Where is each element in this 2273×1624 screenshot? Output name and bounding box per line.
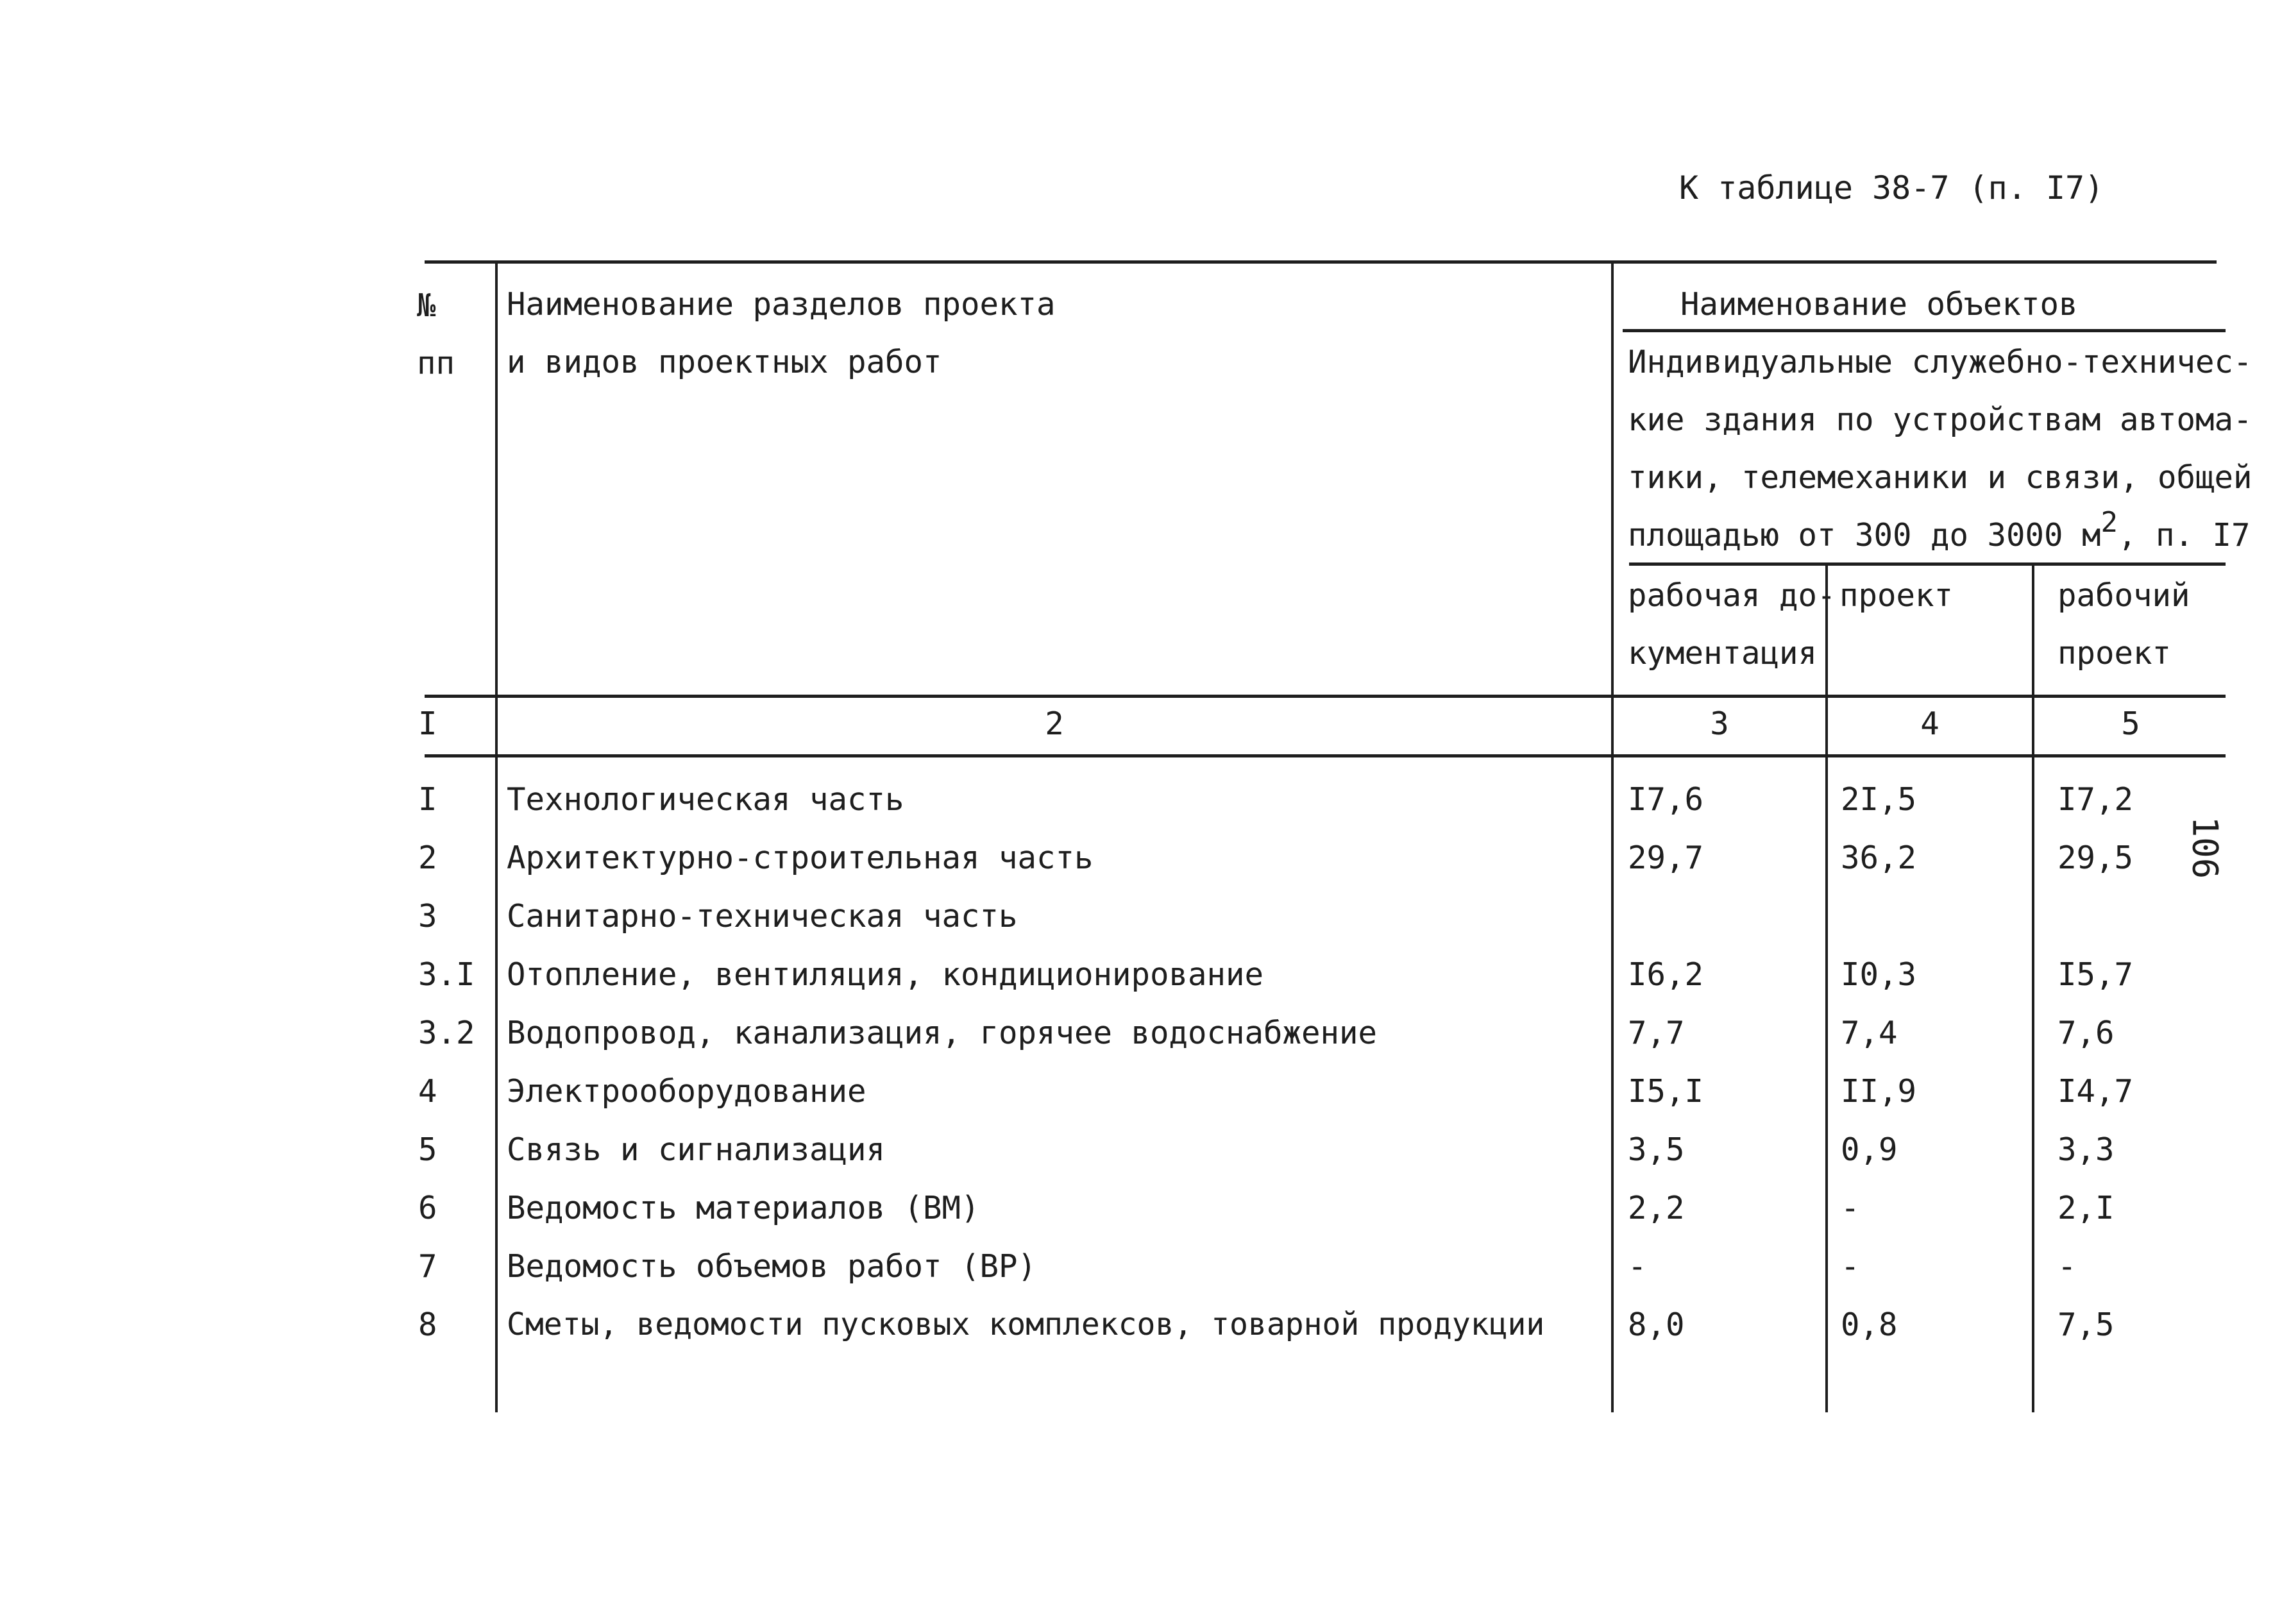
col1-divider <box>495 260 498 1412</box>
row-value-col3: 7,7 <box>1628 1015 1685 1051</box>
row-value-col3: 8,0 <box>1628 1307 1685 1343</box>
row-number: I <box>418 781 437 818</box>
row-value-col4: - <box>1841 1190 1860 1226</box>
row-value-col4: I0,3 <box>1841 956 1917 993</box>
row-name: Сметы, ведомости пусковых комплексов, товарной продукции <box>507 1307 1545 1342</box>
row-number: 2 <box>418 840 437 876</box>
row-value-col5: I4,7 <box>2058 1073 2134 1110</box>
row-value-col5: I7,2 <box>2058 781 2134 818</box>
row-number: 7 <box>418 1248 437 1285</box>
row-number: 3 <box>418 898 437 935</box>
row-value-col5: I5,7 <box>2058 956 2134 993</box>
row-value-col4: 36,2 <box>1841 840 1917 876</box>
object-desc-line4 <box>1628 506 2251 554</box>
objects-title: Наименование объектов <box>1680 286 2078 323</box>
col-numbers-rule <box>425 754 2226 757</box>
row-value-col5: 29,5 <box>2058 840 2134 876</box>
object-desc-line2: кие здания по устройствам автома- <box>1628 402 2252 438</box>
row-name: Архитектурно-строительная часть <box>507 840 1094 876</box>
row-name: Связь и сигнализация <box>507 1131 886 1168</box>
row-number: 6 <box>418 1190 437 1226</box>
row-number: 8 <box>418 1307 437 1343</box>
row-value-col5: 7,6 <box>2058 1015 2115 1051</box>
row-name: Отопление, вентиляция, кондиционирование <box>507 956 1264 993</box>
col3-divider <box>1825 562 1828 1412</box>
row-value-col3: 29,7 <box>1628 840 1704 876</box>
object-desc-area: площадью от 300 до 3000 м <box>1628 517 2101 554</box>
row-value-col3: I7,6 <box>1628 781 1704 818</box>
subcol4: проект <box>1839 577 1954 614</box>
row-name: Технологическая часть <box>507 781 904 818</box>
subcol3-line2: кументация <box>1628 635 1818 672</box>
row-value-col3: I6,2 <box>1628 956 1704 993</box>
row-name: Ведомость объемов работ (ВР) <box>507 1248 1037 1285</box>
col2-divider <box>1611 260 1614 1412</box>
row-value-col3: I5,I <box>1628 1073 1704 1110</box>
colnum-1: I <box>418 706 437 742</box>
row-value-col4: II,9 <box>1841 1073 1917 1110</box>
row-value-col4: 0,9 <box>1841 1131 1898 1168</box>
col4-divider <box>2032 562 2034 1412</box>
subcol5-line1: рабочий <box>2058 577 2190 614</box>
object-desc-ref: , п. I7 <box>2118 517 2251 554</box>
row-value-col5: - <box>2058 1248 2077 1285</box>
header-col2-line1: Наименование разделов проекта <box>507 286 1056 323</box>
row-number: 4 <box>418 1073 437 1110</box>
row-value-col4: 7,4 <box>1841 1015 1898 1051</box>
row-value-col5: 2,I <box>2058 1190 2115 1226</box>
table-caption: К таблице 38-7 (п. I7) <box>1679 169 2104 207</box>
colnum-3: 3 <box>1710 706 1729 742</box>
subcol5-line2: проект <box>2058 635 2172 672</box>
row-value-col5: 3,3 <box>2058 1131 2115 1168</box>
row-value-col5: 7,5 <box>2058 1307 2115 1343</box>
colnum-2: 2 <box>1045 706 1064 742</box>
header-col1-line1: № <box>417 287 436 324</box>
row-name: Санитарно-техническая часть <box>507 898 1018 935</box>
row-number: 3.I <box>418 956 475 993</box>
row-name: Ведомость материалов (ВМ) <box>507 1190 980 1226</box>
colnum-4: 4 <box>1920 706 1939 742</box>
row-value-col3: - <box>1628 1248 1647 1285</box>
colnum-5: 5 <box>2121 706 2140 742</box>
top-rule <box>425 260 2217 264</box>
object-desc-line1: Индивидуальные служебно-техничес- <box>1628 344 2252 380</box>
header-col2-line2: и видов проектных работ <box>507 344 942 380</box>
row-number: 5 <box>418 1131 437 1168</box>
object-desc-line3: тики, телемеханики и связи, общей <box>1628 459 2252 496</box>
row-name: Электрооборудование <box>507 1073 866 1110</box>
header-bottom-rule <box>425 695 2226 698</box>
object-desc-rule <box>1629 562 2226 566</box>
row-name: Водопровод, канализация, горячее водоснабжение <box>507 1015 1378 1051</box>
row-value-col4: 0,8 <box>1841 1307 1898 1343</box>
objects-title-rule <box>1623 329 2226 332</box>
row-value-col4: - <box>1841 1248 1860 1285</box>
row-value-col4: 2I,5 <box>1841 781 1917 818</box>
object-desc-superscript: 2 <box>2100 506 2118 539</box>
subcol3-line1: рабочая до- <box>1628 577 1836 614</box>
row-number: 3.2 <box>418 1015 475 1051</box>
header-col1-line2: пп <box>417 345 455 382</box>
row-value-col3: 3,5 <box>1628 1131 1685 1168</box>
page-number: 106 <box>2184 816 2226 879</box>
row-value-col3: 2,2 <box>1628 1190 1685 1226</box>
